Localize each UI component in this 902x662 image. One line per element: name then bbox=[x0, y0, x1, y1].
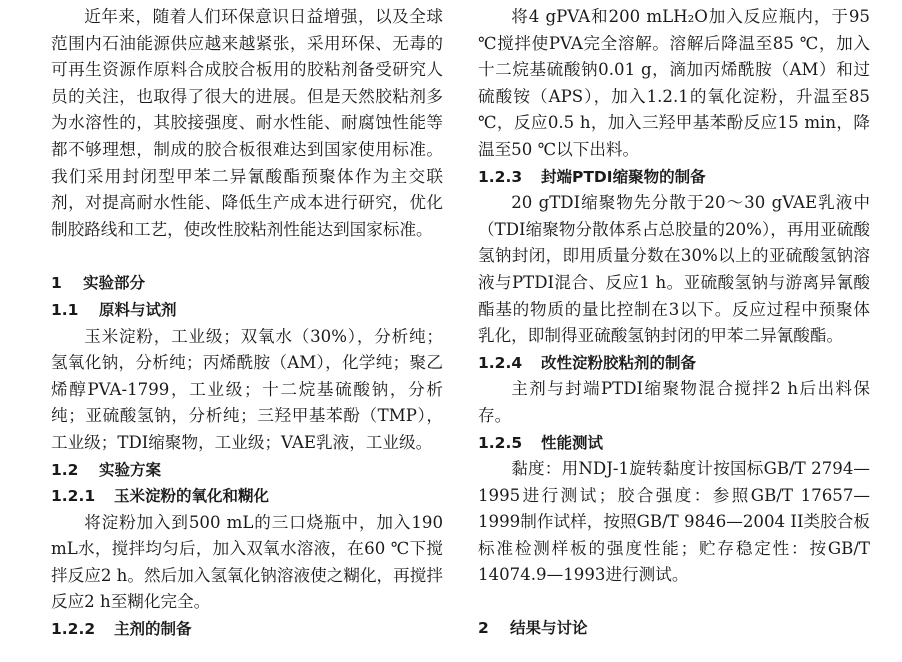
adhesive-paragraph: 主剂与封端PTDI缩聚物混合搅拌2 h后出料保存。 bbox=[478, 379, 870, 425]
section-heading-1 bbox=[51, 270, 443, 297]
section-number: 1 bbox=[51, 274, 62, 293]
section-heading-1-2-5 bbox=[478, 430, 870, 457]
section-heading-2 bbox=[478, 615, 870, 642]
section-number: 1.1 bbox=[51, 300, 79, 319]
testing-paragraph: 黏度：用NDJ-1旋转黏度计按国标GB/T 2794—1995进行测试；胶合强度：参照GB/T 17657—1999制作试样，按照GB/T 9846—2004 II类胶合板标准检测样板的强度性能；贮存稳定性：按GB/T 14074.9—1993进行测试。 bbox=[478, 459, 870, 585]
section-number: 1.2.3 bbox=[478, 167, 523, 186]
ptdi-paragraph: 20 gTDI缩聚物先分散于20～30 gVAE乳液中（TDI缩聚物分散体系占总胶量的20%），再用亚硫酸氢钠封闭，即用质量分数在30%以上的亚硫酸氢钠溶液与PTDI混合、反应1 h。亚硫酸氢钠与游离异氰酸酯基的物质的量比控制在3以下。反应过程中预聚体乳化，即制得亚硫酸氢钠封闭的甲苯二异氰酸酯。 bbox=[478, 193, 870, 346]
section-title: 性能测试 bbox=[541, 433, 604, 452]
section-title: 实验部分 bbox=[83, 274, 146, 293]
section-number: 1.2.2 bbox=[51, 620, 96, 639]
section-title: 封端PTDI缩聚物的制备 bbox=[541, 167, 706, 186]
intro-paragraph: 近年来，随着人们环保意识日益增强，以及全球范围内石油能源供应越来越紧张，采用环保、无毒的可再生资源作原料合成胶合板用的胶粘剂备受研究人员的关注，也取得了很大的进展。但是天然胶粘剂多为水溶性的，其胶接强度、耐水性能、耐腐蚀性能等都不够理想，制成的胶合板很难达到国家使用标准。我们采用封闭型甲苯二异氰酸酯预聚体作为主交联剂，对提高耐水性能、降低生产成本进行研究，优化制胶路线和工艺，使改性胶粘剂性能达到国家标准。 bbox=[51, 7, 443, 239]
section-title: 玉米淀粉的氧化和糊化 bbox=[114, 487, 270, 506]
section-title: 实验方案 bbox=[99, 460, 162, 479]
section-title: 主剂的制备 bbox=[114, 620, 192, 639]
section-heading-1-2-3 bbox=[478, 164, 870, 191]
section-heading-1-2-2 bbox=[51, 616, 443, 643]
section-number: 1.2.5 bbox=[478, 433, 523, 452]
materials-paragraph: 玉米淀粉，工业级；双氧水（30%），分析纯；氢氧化钠，分析纯；丙烯酰胺（AM），化学纯；聚乙烯醇PVA-1799，工业级；十二烷基硫酸钠，分析纯；亚硫酸氢钠，分析纯；三羟甲基苯酚（TMP），工业级；TDI缩聚物，工业级；VAE乳液，工业级。 bbox=[51, 326, 443, 452]
right-column bbox=[478, 4, 870, 642]
section-heading-1-2-4 bbox=[478, 350, 870, 377]
section-heading-1-1 bbox=[51, 297, 443, 324]
main-agent-paragraph: 将4 gPVA和200 mLH₂O加入反应瓶内，于95 ℃搅拌使PVA完全溶解。溶解后降温至85 ℃，加入十二烷基硫酸钠0.01 g，滴加丙烯酰胺（AM）和过硫酸铵（APS），加入1.2.1的氧化淀粉，升温至85 ℃，反应0.5 h，加入三羟甲基苯酚反应15 min，降温至50 ℃以下出料。 bbox=[478, 7, 870, 159]
section-heading-1-2-1 bbox=[51, 483, 443, 510]
section-number: 2 bbox=[478, 619, 489, 638]
oxidation-paragraph: 将淀粉加入到500 mL的三口烧瓶中，加入190 mL水，搅拌均匀后，加入双氧水溶液，在60 ℃下搅拌反应2 h。然后加入氢氧化钠溶液使之糊化，再搅拌反应2 h至糊化完全。 bbox=[51, 512, 443, 612]
left-column bbox=[51, 4, 443, 643]
section-number: 1.2.4 bbox=[478, 353, 523, 372]
section-title: 改性淀粉胶粘剂的制备 bbox=[541, 353, 697, 372]
section-number: 1.2 bbox=[51, 460, 79, 479]
section-heading-1-2 bbox=[51, 457, 443, 484]
section-number: 1.2.1 bbox=[51, 487, 96, 506]
section-title: 结果与讨论 bbox=[510, 619, 588, 638]
section-title: 原料与试剂 bbox=[99, 300, 177, 319]
